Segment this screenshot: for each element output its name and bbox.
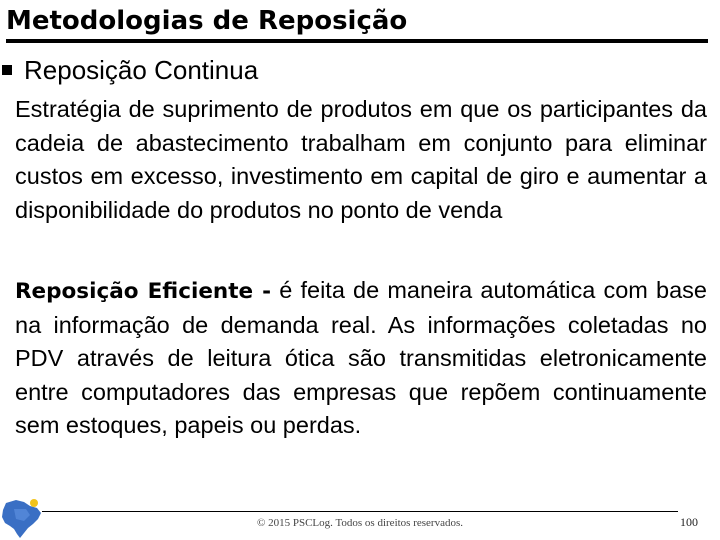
paragraph-efficient-replenishment bbox=[15, 274, 707, 443]
footer-rule bbox=[42, 511, 678, 512]
title-underline bbox=[6, 39, 708, 43]
page-number: 100 bbox=[680, 515, 698, 529]
bullet-heading: Reposição Continua bbox=[24, 55, 259, 85]
footer-copyright: © 2015 PSCLog. Todos os direitos reservados. bbox=[257, 517, 463, 529]
slide-title: Metodologias de Reposição bbox=[6, 6, 408, 36]
paragraph-lead: Reposição Eficiente - bbox=[15, 279, 272, 304]
paragraph-body: é feita de maneira automática com base na informação de demanda real. As informações coletadas no PDV através de leitura ótica são transmitidas eletronicamente entre computadores das empresas que repõem continuamente sem estoques, papeis ou perdas. bbox=[15, 277, 707, 438]
paragraph-definition: Estratégia de suprimento de produtos em que os participantes da cadeia de abastecimento trabalham em conjunto para eliminar custos em excesso, investimento em capital de giro e aumentar a disponibilidade do produtos no ponto de venda bbox=[15, 96, 707, 223]
square-bullet-icon bbox=[2, 65, 12, 75]
